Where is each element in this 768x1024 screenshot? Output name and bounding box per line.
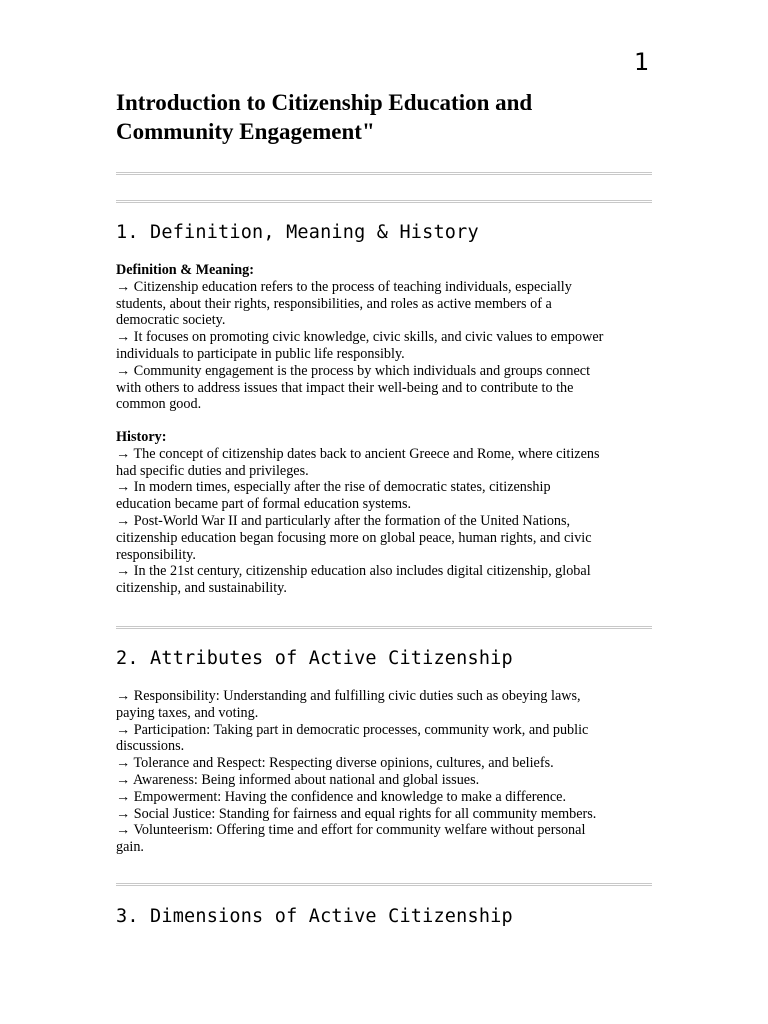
text-line: → Tolerance and Respect: Respecting diverse opinions, cultures, and beliefs. xyxy=(116,755,554,772)
history-block xyxy=(116,429,656,597)
text-line: → In the 21st century, citizenship education also includes digital citizenship, global xyxy=(116,563,591,580)
text-line: → The concept of citizenship dates back to ancient Greece and Rome, where citizens xyxy=(116,445,600,462)
horizontal-rule xyxy=(116,626,652,629)
text-line: democratic society. xyxy=(116,312,226,329)
text-line: → Volunteerism: Offering time and effort for community welfare without personal xyxy=(116,822,586,839)
history-label: History: xyxy=(116,429,167,445)
text-line: paying taxes, and voting. xyxy=(116,704,259,721)
text-line: citizenship education began focusing more on global peace, human rights, and civic xyxy=(116,529,592,546)
section-heading-dimensions: 3. Dimensions of Active Citizenship xyxy=(116,906,513,927)
page-number: 1 xyxy=(634,48,650,76)
section-heading-attributes: 2. Attributes of Active Citizenship xyxy=(116,648,513,669)
text-line: gain. xyxy=(116,839,144,856)
horizontal-rule xyxy=(116,883,652,886)
text-line: → Post-World War II and particularly after the formation of the United Nations, xyxy=(116,512,571,529)
text-line: individuals to participate in public life responsibly. xyxy=(116,345,405,362)
horizontal-rule xyxy=(116,172,652,175)
text-line: → Community engagement is the process by which individuals and groups connect xyxy=(116,362,591,379)
text-line: → Citizenship education refers to the process of teaching individuals, especially xyxy=(116,278,572,295)
definition-block xyxy=(116,262,656,413)
text-line: → Awareness: Being informed about national and global issues. xyxy=(116,771,480,788)
horizontal-rule xyxy=(116,200,652,203)
definition-label: Definition & Meaning: xyxy=(116,262,254,278)
text-line: → Participation: Taking part in democratic processes, community work, and public xyxy=(116,721,589,738)
text-line: → Empowerment: Having the confidence and knowledge to make a difference. xyxy=(116,788,567,805)
section-heading-definition: 1. Definition, Meaning & History xyxy=(116,222,479,243)
text-line: students, about their rights, responsibilities, and roles as active members of a xyxy=(116,295,552,312)
attributes-block xyxy=(116,688,656,856)
document-title: Introduction to Citizenship Education and Community Engagement" xyxy=(116,90,533,144)
text-line: → It focuses on promoting civic knowledge, civic skills, and civic values to empower xyxy=(116,329,604,346)
text-line: citizenship, and sustainability. xyxy=(116,580,287,597)
text-line: responsibility. xyxy=(116,546,196,563)
text-line: education became part of formal education systems. xyxy=(116,496,412,513)
text-line: → Social Justice: Standing for fairness and equal rights for all community members. xyxy=(116,805,597,822)
text-line: common good. xyxy=(116,396,202,413)
text-line: → In modern times, especially after the rise of democratic states, citizenship xyxy=(116,479,551,496)
text-line: discussions. xyxy=(116,738,185,755)
text-line: had specific duties and privileges. xyxy=(116,462,309,479)
text-line: with others to address issues that impact their well-being and to contribute to the xyxy=(116,379,574,396)
text-line: → Responsibility: Understanding and fulfilling civic duties such as obeying laws, xyxy=(116,688,581,704)
